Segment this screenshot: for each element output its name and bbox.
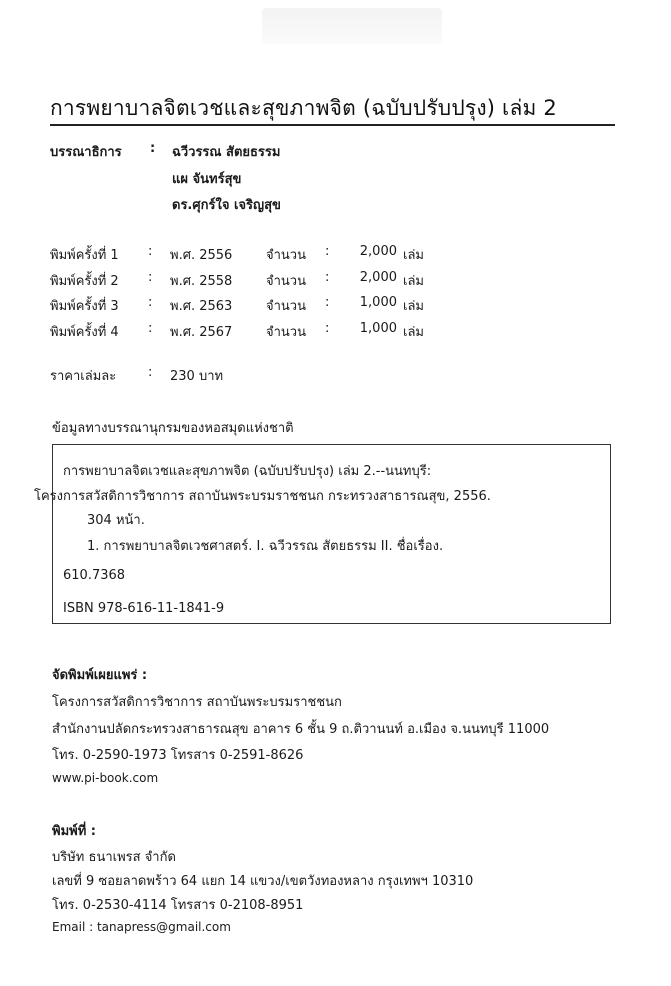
catalog-isbn: ISBN 978-616-11-1841-9 <box>63 601 225 616</box>
catalog-pages: 304 หน้า. <box>87 513 145 528</box>
printing-year: พ.ศ. 2563 <box>170 299 233 314</box>
printing-colon: : <box>148 321 153 336</box>
printing-unit: เล่ม <box>403 299 424 314</box>
price-colon: : <box>148 365 153 380</box>
editor-name: ฉวีวรรณ สัตยธรรม <box>172 145 281 160</box>
printing-qty-label: จำนวน <box>266 325 306 340</box>
printing-label: พิมพ์ครั้งที่ 2 <box>50 274 119 289</box>
printing-qty-label: จำนวน <box>266 299 306 314</box>
printing-colon: : <box>148 244 153 259</box>
printing-label: พิมพ์ครั้งที่ 1 <box>50 248 119 263</box>
printer-phone: โทร. 0-2530-4114 โทรสาร 0-2108-8951 <box>52 898 304 913</box>
printer-address: เลขที่ 9 ซอยลาดพร้าว 64 แยก 14 แขวง/เขตวังทองหลาง กรุงเทพฯ 10310 <box>52 874 474 889</box>
printing-unit: เล่ม <box>403 325 424 340</box>
printing-unit: เล่ม <box>403 274 424 289</box>
printing-colon: : <box>148 270 153 285</box>
printing-qty: 1,000 <box>359 321 397 336</box>
printing-colon: : <box>148 295 153 310</box>
printing-qty-colon: : <box>325 295 330 310</box>
printing-qty-colon: : <box>325 270 330 285</box>
price-value: 230 บาท <box>170 369 224 384</box>
distributor-phone: โทร. 0-2590-1973 โทรสาร 0-2591-8626 <box>52 748 304 763</box>
catalog-line: การพยาบาลจิตเวชและสุขภาพจิต (ฉบับปรับปรุง) เล่ม 2.--นนทบุรี: <box>63 464 432 479</box>
editors-colon: : <box>150 141 156 156</box>
catalog-class-number: 610.7368 <box>63 568 126 583</box>
printer-email: Email : tanapress@gmail.com <box>52 920 231 934</box>
printing-qty: 2,000 <box>359 244 397 259</box>
distributor-heading: จัดพิมพ์เผยแพร่ : <box>52 668 148 683</box>
printing-unit: เล่ม <box>403 248 424 263</box>
catalog-heading: ข้อมูลทางบรรณานุกรมของหอสมุดแห่งชาติ <box>52 421 294 436</box>
catalog-line: โครงการสวัสดิการวิชาการ สถาบันพระบรมราชชนก กระทรวงสาธารณสุข, 2556. <box>34 489 491 504</box>
printing-label: พิมพ์ครั้งที่ 4 <box>50 325 119 340</box>
price-label: ราคาเล่มละ <box>50 369 117 384</box>
distributor-name: โครงการสวัสดิการวิชาการ สถาบันพระบรมราชชนก <box>52 695 342 710</box>
printer-heading: พิมพ์ที่ : <box>52 824 97 839</box>
printing-year: พ.ศ. 2558 <box>170 274 233 289</box>
distributor-website: www.pi-book.com <box>52 771 159 785</box>
editor-name: ดร.ศุกร์ใจ เจริญสุข <box>172 198 281 213</box>
printing-qty-label: จำนวน <box>266 274 306 289</box>
bleed-through-shadow <box>262 8 442 44</box>
printing-qty-label: จำนวน <box>266 248 306 263</box>
printing-qty-colon: : <box>325 244 330 259</box>
editor-name: แผ จันทร์สุข <box>172 172 242 187</box>
printing-qty-colon: : <box>325 321 330 336</box>
book-title: การพยาบาลจิตเวชและสุขภาพจิต (ฉบับปรับปรุง) เล่ม 2 <box>50 96 557 120</box>
printing-year: พ.ศ. 2567 <box>170 325 233 340</box>
printing-year: พ.ศ. 2556 <box>170 248 233 263</box>
title-rule <box>50 124 615 126</box>
printing-qty: 1,000 <box>359 295 397 310</box>
catalog-box <box>34 444 611 624</box>
editors-label: บรรณาธิการ <box>50 145 122 160</box>
distributor-address: สำนักงานปลัดกระทรวงสาธารณสุข อาคาร 6 ชั้น 9 ถ.ติวานนท์ อ.เมือง จ.นนทบุรี 11000 <box>52 722 550 737</box>
catalog-subjects: 1. การพยาบาลจิตเวชศาสตร์. I. ฉวีวรรณ สัตยธรรม II. ชื่อเรื่อง. <box>87 539 444 554</box>
printing-label: พิมพ์ครั้งที่ 3 <box>50 299 119 314</box>
printer-name: บริษัท ธนาเพรส จำกัด <box>52 850 176 865</box>
printing-qty: 2,000 <box>359 270 397 285</box>
